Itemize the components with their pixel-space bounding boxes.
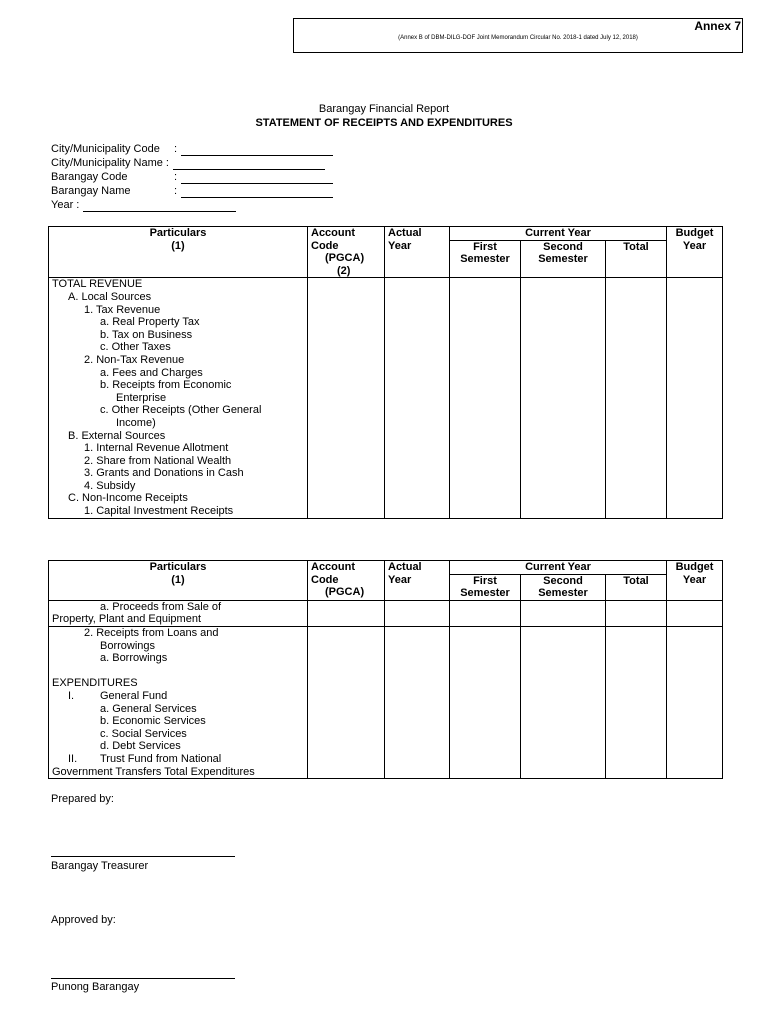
col-second-semester — [521, 574, 606, 600]
col-account-code — [308, 227, 385, 278]
approved-by-label: Approved by: — [51, 914, 116, 926]
field-barangay-code — [51, 171, 127, 183]
list-item: 1. Tax Revenue — [84, 303, 161, 316]
annex-title: Annex 7 — [694, 19, 741, 33]
first-semester-cell[interactable] — [450, 278, 521, 518]
col-budget-year — [667, 227, 723, 278]
col-label: Budget — [675, 561, 714, 573]
list-item: d. Debt Services — [100, 740, 181, 753]
list-item: Borrowings — [100, 639, 156, 652]
col-label: Total — [623, 240, 649, 253]
col-label: Particulars — [149, 561, 207, 573]
treasurer-label: Barangay Treasurer — [51, 860, 149, 872]
col-total — [606, 240, 667, 278]
list-item: 1. Internal Revenue Allotment — [84, 442, 229, 455]
col-particulars — [49, 561, 308, 601]
col-label: First — [473, 574, 497, 587]
list-item: a. Borrowings — [100, 652, 168, 665]
second-semester-cell[interactable] — [521, 278, 606, 518]
list-item-label: Trust Fund from National — [100, 752, 222, 765]
city-name-input-line[interactable] — [173, 157, 325, 170]
col-label: Semester — [460, 253, 510, 266]
total-cell[interactable] — [606, 600, 667, 626]
list-item — [52, 690, 304, 703]
table-row — [49, 600, 723, 626]
col-label: (1) — [171, 573, 185, 586]
field-colon: : — [174, 171, 178, 183]
punong-signature-line[interactable] — [51, 978, 235, 979]
total-cell[interactable] — [606, 278, 667, 518]
field-barangay-name — [51, 185, 131, 197]
col-first-semester — [450, 240, 521, 278]
col-label: Budget — [675, 227, 714, 239]
punong-label: Punong Barangay — [51, 981, 140, 993]
annex-subtitle: (Annex B of DBM-DILG-DOF Joint Memorandum Circular No. 2018-1 dated July 12, 2018) — [398, 35, 638, 41]
revenue-table — [48, 226, 723, 519]
field-colon: : — [174, 185, 178, 197]
city-code-input-line[interactable] — [181, 143, 333, 156]
col-label: Account — [311, 561, 355, 573]
list-item: a. Real Property Tax — [100, 316, 200, 329]
list-item: 2. Non-Tax Revenue — [84, 353, 185, 366]
budget-year-cell[interactable] — [667, 626, 723, 778]
budget-year-cell[interactable] — [667, 600, 723, 626]
col-label: Actual — [388, 227, 422, 239]
actual-year-cell[interactable] — [385, 626, 450, 778]
second-semester-cell[interactable] — [521, 600, 606, 626]
list-item: b. Economic Services — [100, 715, 206, 728]
list-item: 2. Share from National Wealth — [84, 454, 232, 467]
col-current-year — [450, 561, 667, 575]
list-item: C. Non-Income Receipts — [68, 492, 188, 505]
col-label: Year — [388, 239, 412, 252]
list-item: B. External Sources — [68, 429, 166, 442]
field-label: Barangay Name — [51, 185, 131, 197]
col-label: Semester — [460, 587, 510, 600]
list-item: Enterprise — [116, 391, 167, 404]
list-item: b. Receipts from Economic — [100, 379, 232, 392]
list-item: 3. Grants and Donations in Cash — [84, 467, 244, 480]
list-item: c. Other Taxes — [100, 341, 171, 354]
field-city-name — [51, 157, 169, 169]
col-label: Year — [682, 239, 707, 252]
list-item — [52, 753, 304, 766]
list-item-label: General Fund — [100, 689, 168, 702]
expenditure-table — [48, 560, 723, 779]
list-item-spacer — [52, 665, 304, 678]
account-code-cell[interactable] — [308, 626, 385, 778]
field-label: Year : — [51, 199, 80, 211]
table-row — [49, 626, 723, 778]
roman-numeral: I. — [68, 689, 75, 702]
account-code-cell[interactable] — [308, 278, 385, 518]
col-label: Actual — [388, 561, 422, 573]
field-label: Barangay Code — [51, 171, 128, 183]
col-label: Code — [311, 573, 339, 586]
table-row — [49, 278, 723, 518]
roman-numeral: II. — [68, 752, 78, 765]
field-city-code — [51, 143, 160, 155]
col-particulars — [49, 227, 308, 278]
field-colon: : — [174, 143, 178, 155]
col-label: (1) — [171, 239, 185, 252]
col-actual-year — [385, 227, 450, 278]
particulars-cell — [49, 626, 308, 778]
col-label: Second — [543, 574, 583, 587]
total-cell[interactable] — [606, 626, 667, 778]
col-label: (PGCA) — [325, 586, 365, 599]
list-item: a. Fees and Charges — [100, 366, 203, 379]
col-label: Current Year — [525, 227, 591, 239]
list-item: Income) — [116, 416, 156, 429]
barangay-name-input-line[interactable] — [181, 185, 333, 198]
report-title: Barangay Financial Report — [318, 103, 450, 115]
col-label: (2) — [337, 264, 351, 277]
second-semester-cell[interactable] — [521, 626, 606, 778]
particulars-cell — [49, 278, 308, 518]
col-account-code — [308, 561, 385, 601]
actual-year-cell[interactable] — [385, 278, 450, 518]
year-input-line[interactable] — [83, 199, 236, 212]
col-actual-year — [385, 561, 450, 601]
col-label: (PGCA) — [325, 252, 365, 265]
col-label: Second — [543, 240, 583, 253]
treasurer-signature-line[interactable] — [51, 856, 235, 857]
col-label: Account — [311, 227, 355, 239]
list-item: Property, Plant and Equipment — [52, 613, 201, 626]
statement-title: STATEMENT OF RECEIPTS AND EXPENDITURES — [255, 117, 513, 129]
field-label: City/Municipality Name : — [51, 157, 169, 169]
barangay-code-input-line[interactable] — [181, 171, 333, 184]
col-total — [606, 574, 667, 600]
col-label: Total — [623, 574, 649, 587]
list-item: c. Other Receipts (Other General — [100, 404, 262, 417]
col-label: Semester — [538, 253, 588, 266]
col-label: First — [473, 240, 497, 253]
particulars-cell — [49, 600, 308, 626]
field-year — [51, 199, 79, 211]
actual-year-cell[interactable] — [385, 600, 450, 626]
list-item: 1. Capital Investment Receipts — [84, 505, 234, 518]
list-item: a. Proceeds from Sale of — [100, 600, 222, 613]
list-item: EXPENDITURES — [52, 677, 138, 690]
account-code-cell[interactable] — [308, 600, 385, 626]
list-item: c. Social Services — [100, 727, 187, 740]
list-item: A. Local Sources — [68, 290, 152, 303]
list-item: 4. Subsidy — [84, 479, 136, 492]
col-label: Year — [388, 573, 412, 586]
col-label: Current Year — [525, 561, 591, 573]
list-item: 2. Receipts from Loans and — [84, 626, 219, 639]
col-budget-year — [667, 561, 723, 601]
prepared-by-label: Prepared by: — [51, 793, 114, 805]
first-semester-cell[interactable] — [450, 626, 521, 778]
col-first-semester — [450, 574, 521, 600]
list-item: b. Tax on Business — [100, 328, 193, 341]
col-second-semester — [521, 240, 606, 278]
list-item: Government Transfers Total Expenditures — [52, 765, 255, 778]
col-label: Code — [311, 239, 339, 252]
table-header-row — [49, 561, 723, 575]
list-item: a. General Services — [100, 702, 197, 715]
table-header-row — [49, 227, 723, 241]
col-label: Particulars — [149, 227, 207, 239]
col-current-year — [450, 227, 667, 241]
budget-year-cell[interactable] — [667, 278, 723, 518]
col-label: Year — [682, 573, 707, 586]
col-label: Semester — [538, 587, 588, 600]
field-label: City/Municipality Code — [51, 143, 160, 155]
first-semester-cell[interactable] — [450, 600, 521, 626]
list-item: TOTAL REVENUE — [52, 278, 143, 291]
annex-box — [293, 18, 743, 53]
